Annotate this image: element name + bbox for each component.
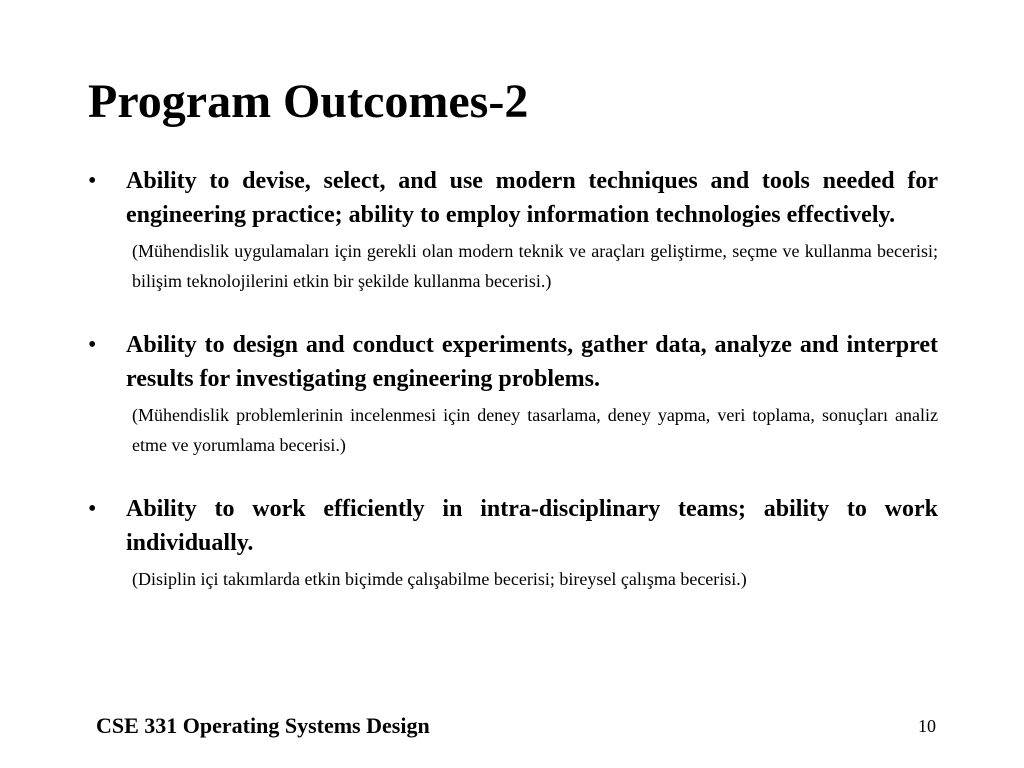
bullet-icon: •: [88, 496, 97, 522]
outcome-text: Ability to work efficiently in intra-disciplinary teams; ability to work individually.: [126, 496, 938, 556]
outcome-translation: (Mühendislik uygulamaları için gerekli olan modern teknik ve araçları geliştirme, seçme ve kullanma becerisi; bilişim teknolojilerini etkin bir şekilde kullanma becerisi.): [132, 241, 938, 291]
page-number: 10: [918, 716, 936, 736]
slide-title: Program Outcomes-2: [88, 75, 529, 128]
outcome-translation: (Disiplin içi takımlarda etkin biçimde çalışabilme becerisi; bireysel çalışma becerisi.): [132, 569, 747, 589]
outcome-item: [88, 492, 938, 594]
outcome-text: Ability to devise, select, and use modern techniques and tools needed for engineering practice; ability to employ information technologies effectively.: [126, 168, 938, 228]
outcome-item: [88, 164, 938, 296]
bullet-icon: •: [88, 168, 97, 194]
outcome-text: Ability to design and conduct experiments, gather data, analyze and interpret results for investigating engineering problems.: [126, 332, 938, 392]
outcome-list: [88, 164, 938, 594]
footer-course-title: CSE 331 Operating Systems Design: [96, 713, 430, 738]
outcome-translation: (Mühendislik problemlerinin incelenmesi için deney tasarlama, deney yapma, veri toplama, sonuçları analiz etme ve yorumlama becerisi.): [132, 405, 938, 455]
outcome-item: [88, 328, 938, 460]
bullet-icon: •: [88, 332, 97, 358]
